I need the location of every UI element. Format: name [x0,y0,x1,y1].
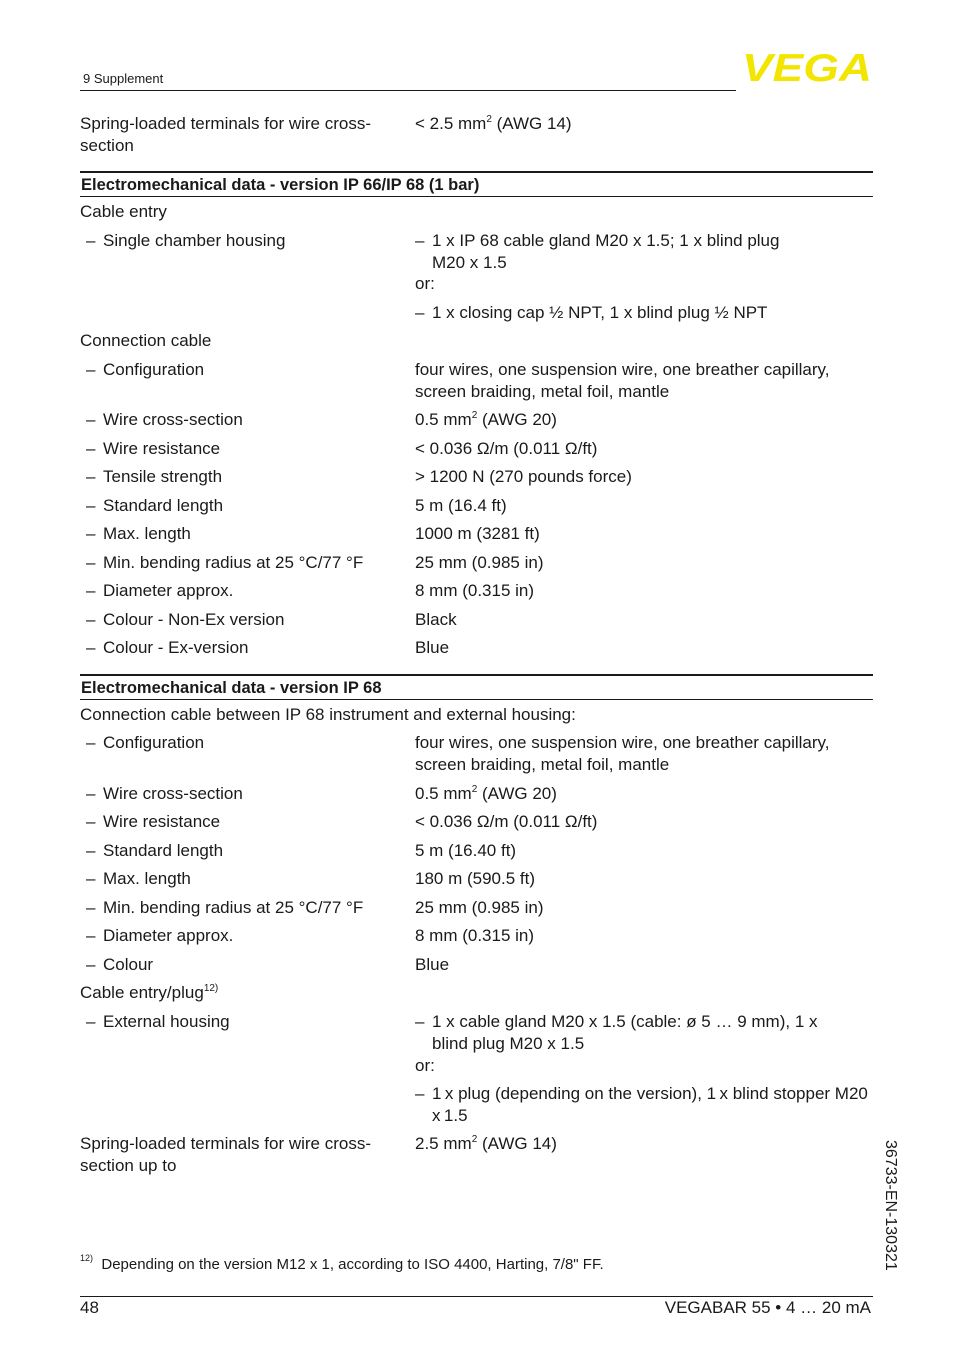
spec-value: 180 m (590.5 ft) [415,869,536,888]
section-heading-ip68: Electromechanical data - version IP 68 [80,674,873,700]
spec-value: four wires, one suspension wire, one breather capillary, screen braiding, metal foil, mantle [415,733,830,774]
spec-label: – Diameter approx. [86,581,234,600]
external-housing-label: – External housing [86,1012,230,1031]
spec-value: 5 m (16.4 ft) [415,496,507,515]
svg-text:VEGA: VEGA [742,50,872,84]
intro-label: Spring-loaded terminals for wire cross-section [80,114,371,155]
spec-value: 0.5 $mm^2$ (AWG 20) [415,784,557,803]
or-text-2: or: [415,1056,435,1075]
cable-entry-plug-heading: Cable entry/plug$^{12)}$ [80,983,219,1002]
spec-value: 0.5 $mm^2$ (AWG 20) [415,410,557,429]
spec-label: – Min. bending radius at 25 °C/77 °F [86,898,364,917]
terminals-value: 2.5 $mm^2$ (AWG 14) [415,1134,557,1153]
spec-label: – Colour - Ex-version [86,638,249,657]
page-number: 48 [80,1298,99,1317]
product-name: VEGABAR 55 • 4 … 20 mA [664,1298,871,1317]
spec-value: > 1200 N (270 pounds force) [415,467,632,486]
spec-value: Blue [415,955,450,974]
spec-label: – Diameter approx. [86,926,234,945]
cable-entry-option-2: – 1 x closing cap ½ NPT, 1 x blind plug ½ NPT [415,303,768,322]
single-chamber-label: – Single chamber housing [86,231,286,250]
spec-label: – Standard length [86,841,224,860]
external-housing-option-2: – 1 x plug (depending on the version), 1 x blind stopper M20 x 1.5 [415,1084,872,1125]
spec-value: < 0.036 Ω/m (0.011 Ω/ft) [415,812,598,831]
spec-value: 5 m (16.40 ft) [415,841,517,860]
spec-value: < 0.036 Ω/m (0.011 Ω/ft) [415,439,598,458]
spec-label: – Colour [86,955,154,974]
spec-label: – Standard length [86,496,224,515]
header-rule [80,90,736,91]
cable-entry-heading: Cable entry [80,202,167,221]
spec-value: 25 mm (0.985 in) [415,553,544,572]
spec-label: – Wire resistance [86,439,221,458]
spec-value: 1000 m (3281 ft) [415,524,540,543]
spec-value: Blue [415,638,450,657]
spec-label: – Max. length [86,869,191,888]
spec-label: – Tensile strength [86,467,223,486]
section-heading-ip66: Electromechanical data - version IP 66/IP 68 (1 bar) [80,171,873,197]
connection-cable-ip68-heading: Connection cable between IP 68 instrument and external housing: [80,705,576,724]
footnote: $^{12)}$ Depending on the version M12 x 1, according to ISO 4400, Harting, 7/8" FF. [80,1253,604,1273]
intro-value: < 2.5 $mm^2$ (AWG 14) [415,114,572,133]
spec-value: Black [415,610,457,629]
connection-cable-heading: Connection cable [80,331,212,350]
section-title: 9 Supplement [83,71,164,86]
spec-value: 25 mm (0.985 in) [415,898,544,917]
external-housing-option-1: – 1 x cable gland M20 x 1.5 (cable: ø 5 … 9 mm), 1 x blind plug M20 x 1.5 [415,1012,818,1053]
spec-label: – Configuration [86,360,205,379]
spec-label: – Wire resistance [86,812,221,831]
or-text: or: [415,274,435,293]
spec-label: – Configuration [86,733,205,752]
spec-value: 8 mm (0.315 in) [415,926,535,945]
spec-label: – Max. length [86,524,191,543]
footer-rule [80,1296,873,1297]
spec-value: 8 mm (0.315 in) [415,581,535,600]
spec-label: – Wire cross-section [86,784,243,803]
spec-label: – Wire cross-section [86,410,243,429]
cable-entry-option-1: – 1 x IP 68 cable gland M20 x 1.5; 1 x blind plug M20 x 1.5 [415,231,780,272]
terminals-label: Spring-loaded terminals for wire cross-section up to [80,1134,371,1175]
spec-value: four wires, one suspension wire, one breather capillary, screen braiding, metal foil, mantle [415,360,830,401]
spec-label: – Colour - Non-Ex version [86,610,285,629]
vega-logo [742,50,872,84]
spec-label: – Min. bending radius at 25 °C/77 °F [86,553,364,572]
document-id: 36733-EN-130321 [882,1140,899,1271]
